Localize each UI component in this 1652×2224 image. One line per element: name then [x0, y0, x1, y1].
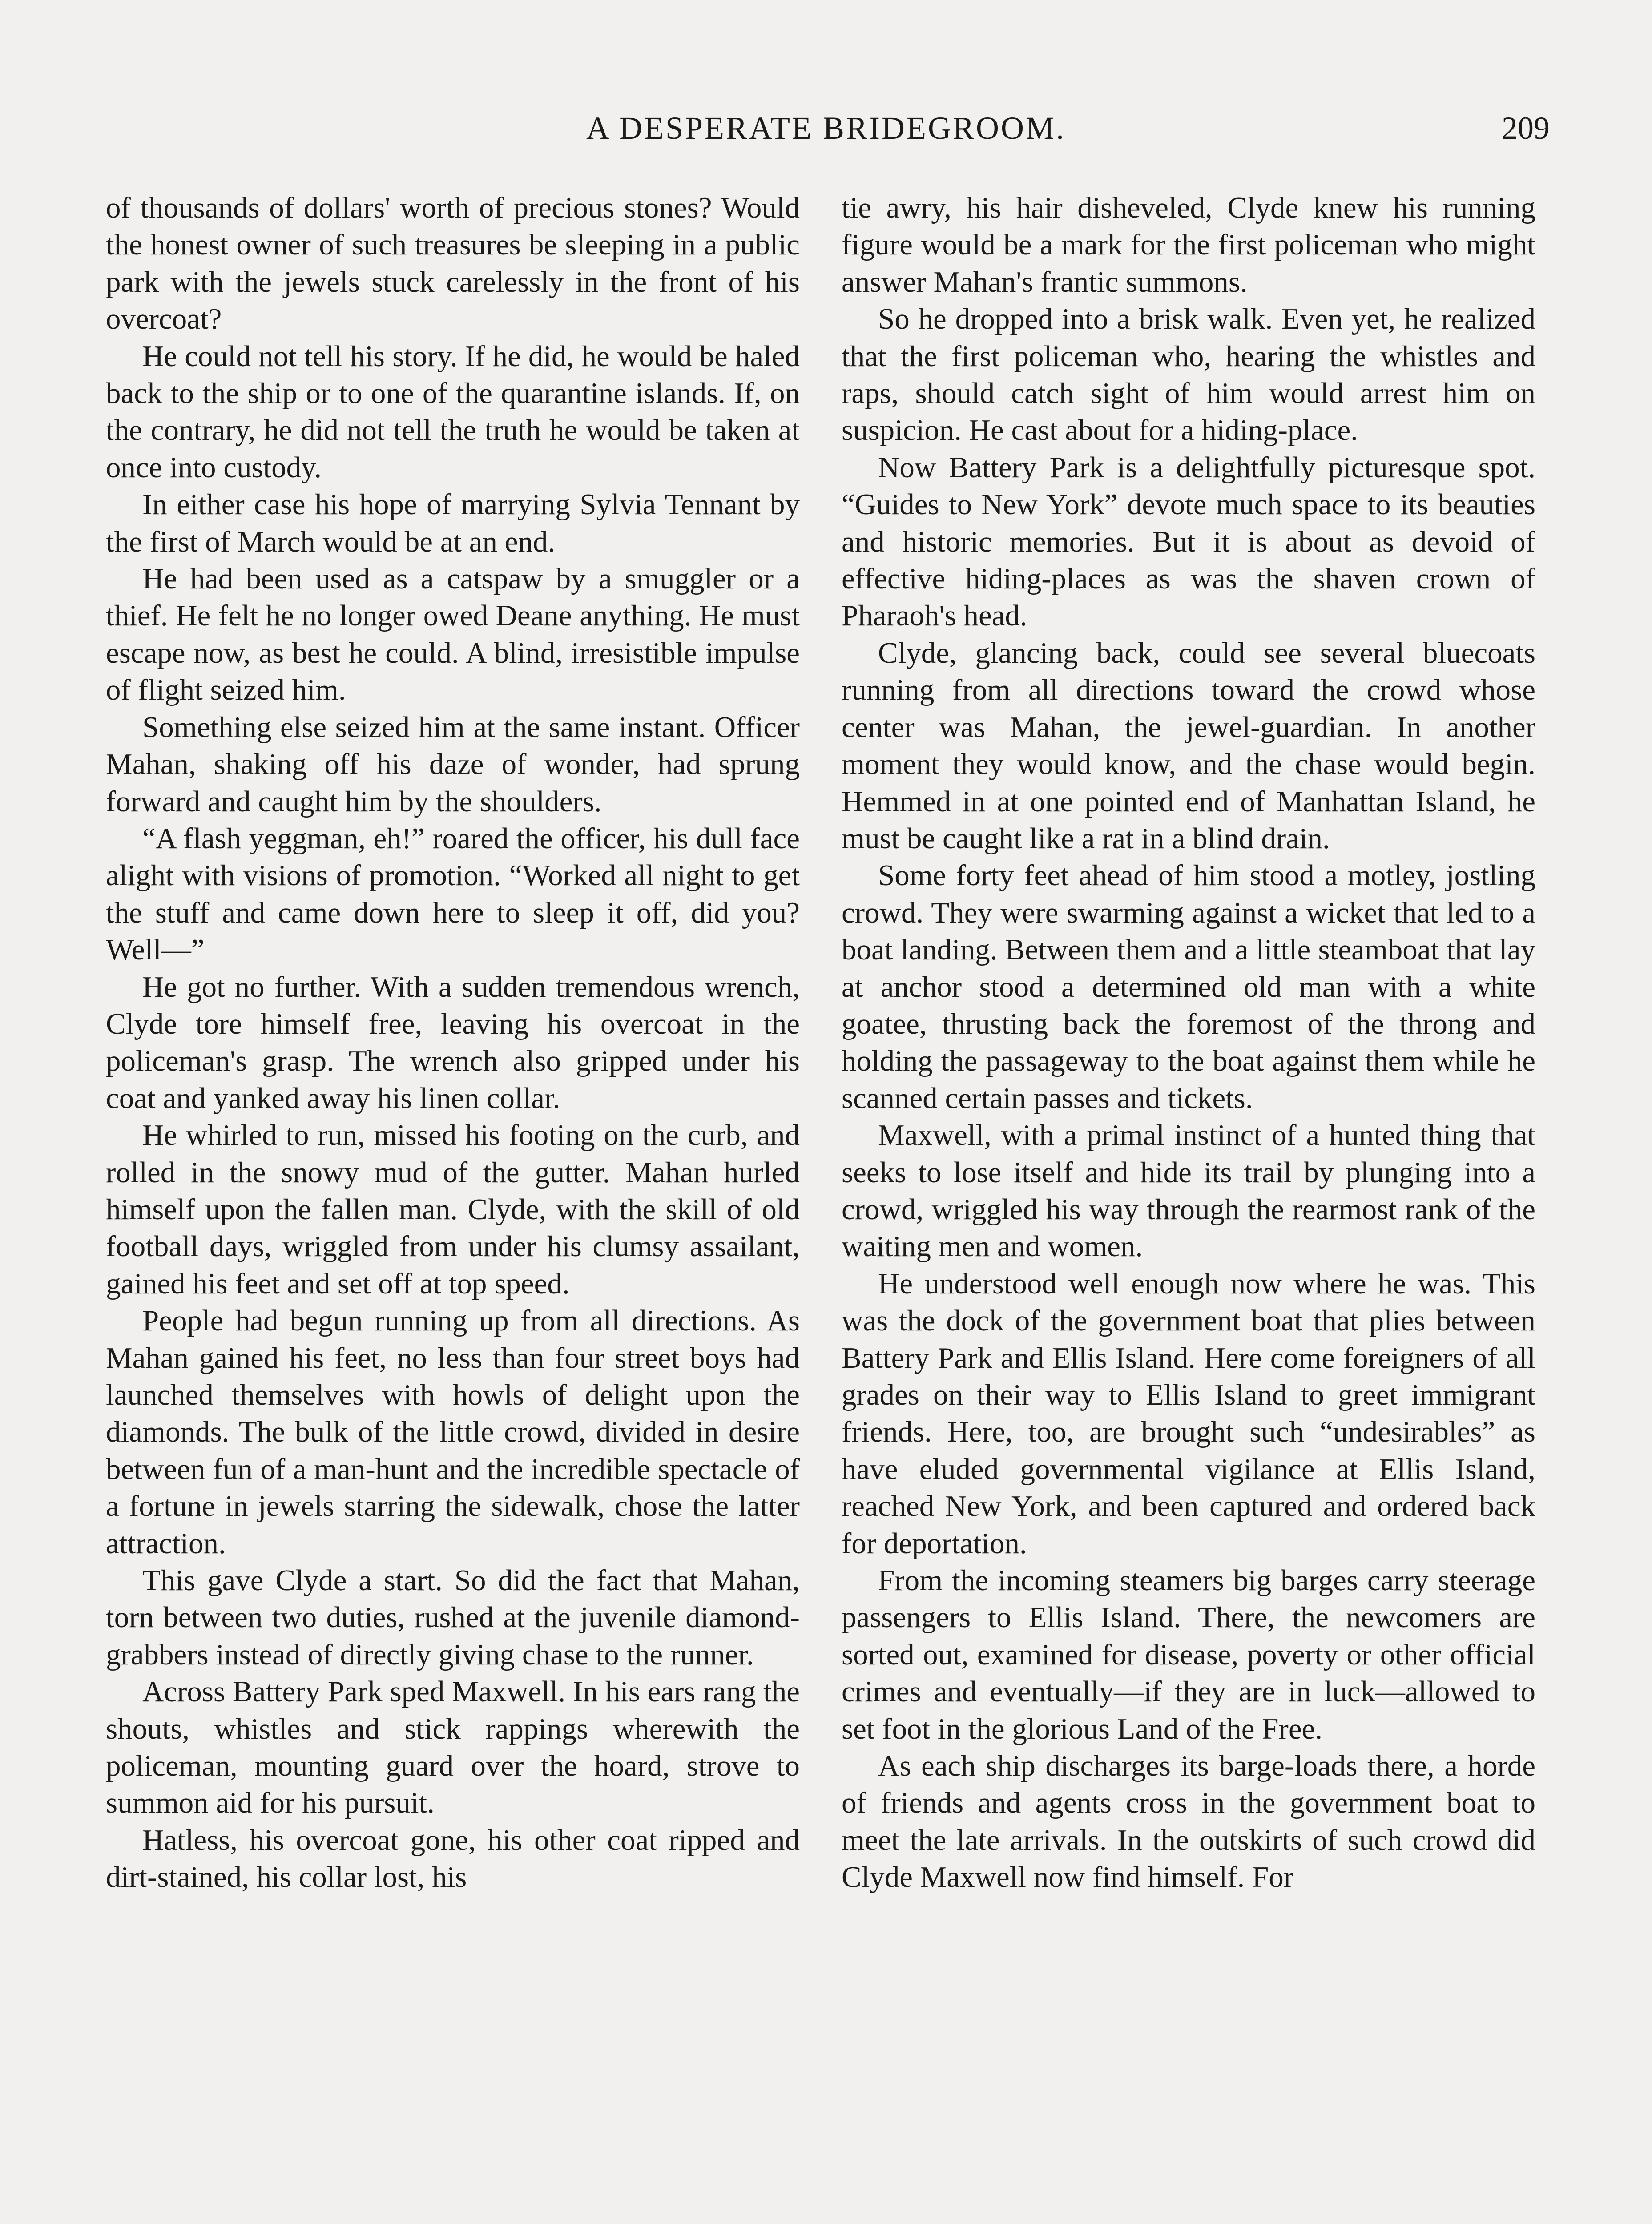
paragraph: He had been used as a catspaw by a smuggler or a thief. He felt he no longer owed Deane anything. He must escape now, as best he could. A blind, irresistible impulse of flight seized him. [106, 562, 800, 707]
paragraph: People had begun running up from all directions. As Mahan gained his feet, no less than four street boys had launched themselves with howls of delight upon the diamonds. The bulk of the little crowd, divided in desire between fun of a man-hunt and the incredible spectacle of a fortune in jewels starring the sidewalk, chose the latter attraction. [106, 1304, 800, 1560]
paragraph: This gave Clyde a start. So did the fact that Mahan, torn between two duties, rushed at the juvenile diamond-grabbers instead of directly giving chase to the runner. [106, 1564, 800, 1671]
paragraph: So he dropped into a brisk walk. Even yet, he realized that the first policeman who, hearing the whistles and raps, should catch sight of him would arrest him on suspicion. He cast about for a hiding-place. [842, 302, 1535, 447]
left-column [106, 189, 800, 2224]
paragraph: Now Battery Park is a delightfully picturesque spot. “Guides to New York” devote much space to its beauties and historic memories. But it is about as devoid of effective hiding-places as was the shaven crown of Pharaoh's head. [842, 451, 1535, 633]
paragraph: Hatless, his overcoat gone, his other coat ripped and dirt-stained, his collar lost, his [106, 1823, 800, 1894]
paragraph: From the incoming steamers big barges carry steerage passengers to Ellis Island. There, the newcomers are sorted out, examined for disease, poverty or other official crimes and eventually—if they are in luck—allowed to set foot in the glorious Land of the Free. [842, 1564, 1535, 1745]
paragraph: In either case his hope of marrying Sylvia Tennant by the first of March would be at an end. [106, 488, 800, 558]
paragraph: tie awry, his hair disheveled, Clyde knew his running figure would be a mark for the first policeman who might answer Mahan's frantic summons. [842, 191, 1535, 298]
paragraph: He could not tell his story. If he did, he would be haled back to the ship or to one of the quarantine islands. If, on the contrary, he did not tell the truth he would be taken at once into custody. [106, 339, 800, 484]
paragraph: As each ship discharges its barge-loads there, a horde of friends and agents cross in the government boat to meet the late arrivals. In the outskirts of such crowd did Clyde Maxwell now find himself. For [842, 1749, 1535, 1894]
paragraph: of thousands of dollars' worth of precious stones? Would the honest owner of such treasures be sleeping in a public park with the jewels stuck carelessly in the front of his overcoat? [106, 191, 800, 336]
running-title: A DESPERATE BRIDEGROOM. [586, 110, 1066, 146]
page-number: 209 [1502, 110, 1550, 146]
paragraph: He got no further. With a sudden tremendous wrench, Clyde tore himself free, leaving his overcoat in the policeman's grasp. The wrench also gripped under his coat and yanked away his linen collar. [106, 970, 800, 1115]
page-header [102, 101, 1550, 155]
paragraph: “A flash yeggman, eh!” roared the officer, his dull face alight with visions of promotion. “Worked all night to get the stuff and came down here to sleep it off, did you? Well—” [106, 822, 800, 967]
right-column [842, 189, 1535, 2224]
paragraph: Some forty feet ahead of him stood a motley, jostling crowd. They were swarming against a wicket that led to a boat landing. Between them and a little steamboat that lay at anchor stood a determined old man with a white goatee, thrusting back the foremost of the throng and holding the passageway to the boat against them while he scanned certain passes and tickets. [842, 859, 1535, 1115]
paragraph: Across Battery Park sped Maxwell. In his ears rang the shouts, whistles and stick rappings wherewith the policeman, mounting guard over the hoard, strove to summon aid for his pursuit. [106, 1675, 800, 1820]
paragraph: Clyde, glancing back, could see several bluecoats running from all directions toward the crowd whose center was Mahan, the jewel-guardian. In another moment they would know, and the chase would begin. Hemmed in at one pointed end of Manhattan Island, he must be caught like a rat in a blind drain. [842, 636, 1535, 855]
paragraph: He whirled to run, missed his footing on the curb, and rolled in the snowy mud of the gutter. Mahan hurled himself upon the fallen man. Clyde, with the skill of old football days, wriggled from under his clumsy assailant, gained his feet and set off at top speed. [106, 1119, 800, 1300]
paragraph: Maxwell, with a primal instinct of a hunted thing that seeks to lose itself and hide its trail by plunging into a crowd, wriggled his way through the rearmost rank of the waiting men and women. [842, 1119, 1535, 1263]
paragraph: He understood well enough now where he was. This was the dock of the government boat that plies between Battery Park and Ellis Island. Here come foreigners of all grades on their way to Ellis Island to greet immigrant friends. Here, too, are brought such “undesirables” as have eluded governmental vigilance at Ellis Island, reached New York, and been captured and ordered back for deportation. [842, 1267, 1535, 1560]
paragraph: Something else seized him at the same instant. Officer Mahan, shaking off his daze of wonder, had sprung forward and caught him by the shoulders. [106, 710, 800, 818]
